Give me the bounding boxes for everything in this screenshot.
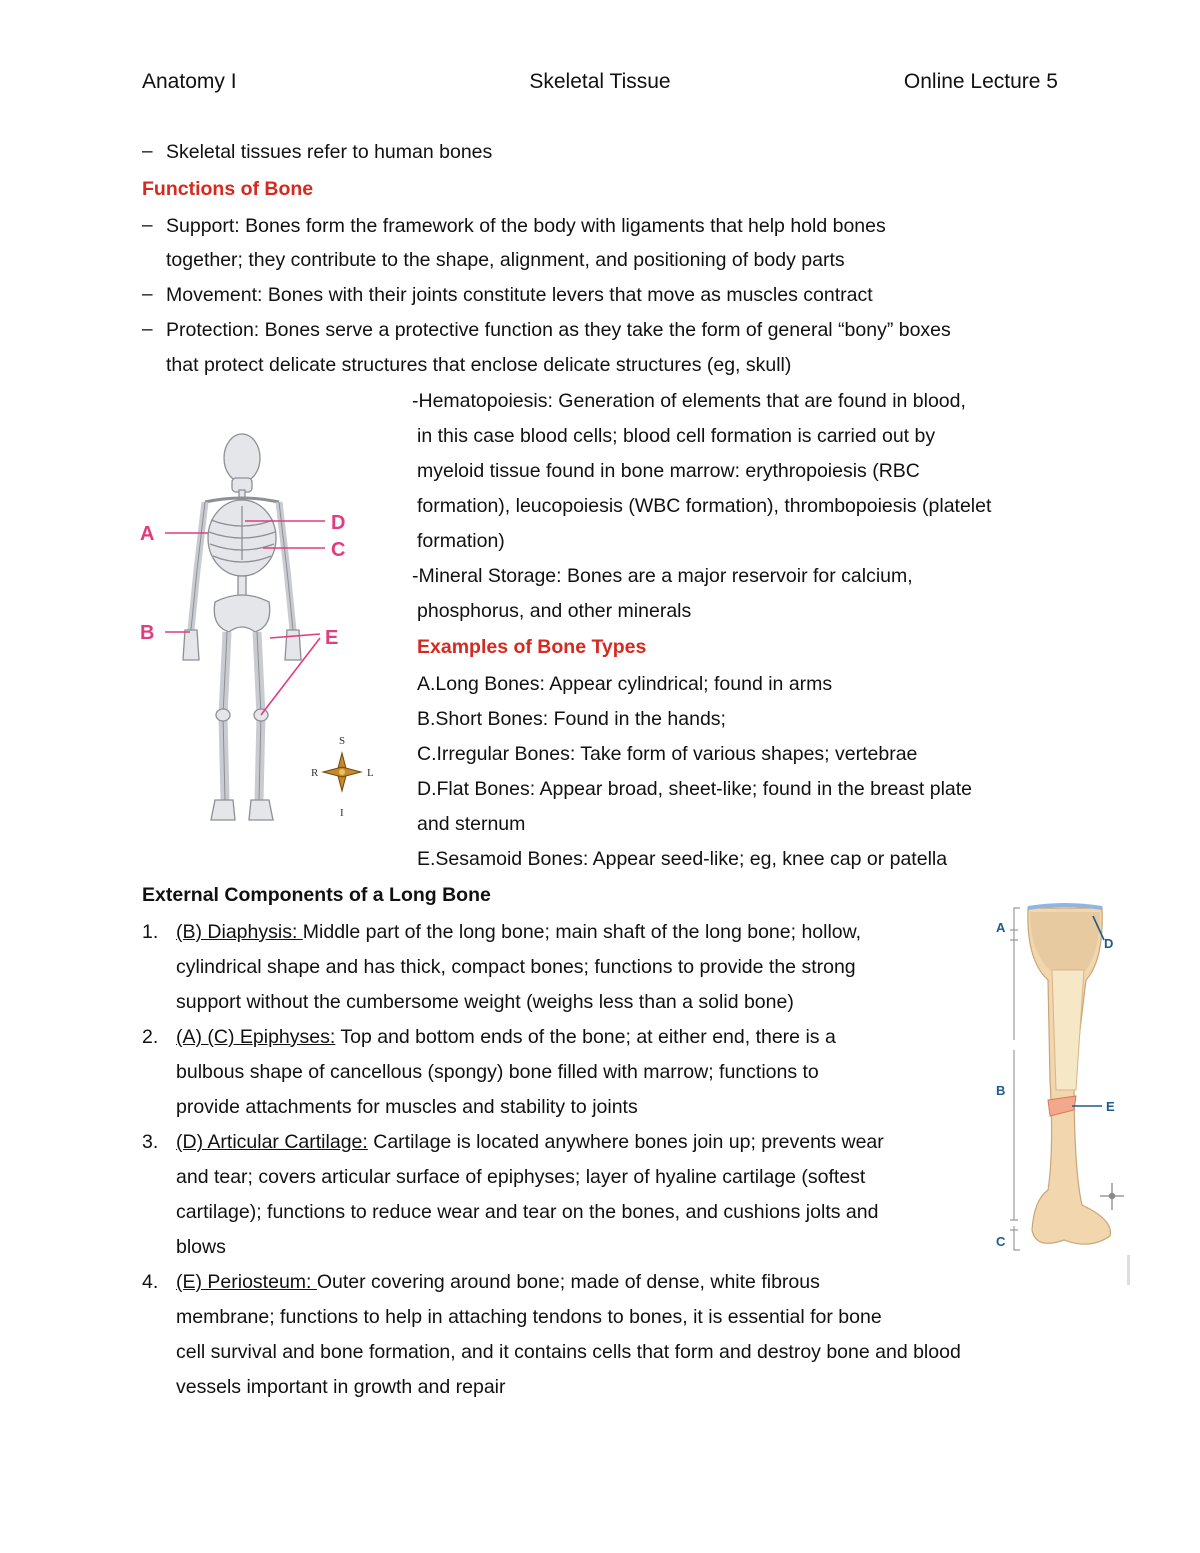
item-4-number: 4.	[142, 1271, 159, 1293]
hematopoiesis-line-2: in this case blood cells; blood cell formation is carried out by	[417, 425, 936, 447]
hematopoiesis-line-1: -Hematopoiesis: Generation of elements that are found in blood,	[412, 390, 966, 412]
item-1-line-3: support without the cumbersome weight (weighs less than a solid bone)	[176, 991, 794, 1013]
header-topic: Skeletal Tissue	[529, 70, 671, 93]
bone-type-c: C.Irregular Bones: Take form of various shapes; vertebrae	[417, 743, 918, 765]
bullet-dash: –	[142, 284, 153, 305]
item-4-line-4: vessels important in growth and repair	[176, 1376, 506, 1398]
item-3-term: (D) Articular Cartilage:	[176, 1131, 368, 1153]
bone-type-a: A.Long Bones: Appear cylindrical; found in arms	[417, 673, 833, 695]
hematopoiesis-line-3: myeloid tissue found in bone marrow: erythropoiesis (RBC	[417, 460, 920, 482]
item-4-line-2: membrane; functions to help in attaching tendons to bones, it is essential for bone	[176, 1306, 882, 1328]
bone-types-heading: Examples of Bone Types	[417, 636, 647, 658]
external-heading: External Components of a Long Bone	[142, 884, 491, 906]
item-1-text: Middle part of the long bone; main shaft of the long bone; hollow,	[302, 921, 862, 943]
long-bone-figure	[990, 900, 1135, 1295]
bullet-dash: –	[142, 215, 153, 236]
protection-line-1: Protection: Bones serve a protective function as they take the form of general “bony” boxes	[166, 319, 951, 341]
compass-l: L	[367, 767, 374, 779]
compass-s: S	[339, 735, 346, 747]
item-3-line-1	[176, 1130, 884, 1154]
hematopoiesis-line-5: formation)	[417, 530, 505, 552]
skeleton-label-a: A	[140, 523, 155, 545]
item-3-line-4: blows	[176, 1236, 226, 1258]
mineral-line-2: phosphorus, and other minerals	[417, 600, 692, 622]
mineral-line-1: -Mineral Storage: Bones are a major reservoir for calcium,	[412, 565, 913, 587]
hematopoiesis-line-4: formation), leucopoiesis (WBC formation), thrombopoiesis (platelet	[417, 495, 992, 517]
item-3-line-3: cartilage); functions to reduce wear and tear on the bones, and cushions jolts and	[176, 1201, 879, 1223]
item-2-text: Top and bottom ends of the bone; at either end, there is a	[335, 1026, 836, 1048]
support-line-1: Support: Bones form the framework of the body with ligaments that help hold bones	[166, 215, 886, 237]
support-line-2: together; they contribute to the shape, alignment, and positioning of body parts	[166, 249, 845, 271]
item-2-number: 2.	[142, 1026, 159, 1048]
header-lecture: Online Lecture 5	[903, 70, 1058, 93]
bone-type-d-2: and sternum	[417, 813, 526, 835]
item-4-line-1	[176, 1270, 820, 1294]
skeleton-label-b: B	[140, 622, 155, 644]
item-1-line-2: cylindrical shape and has thick, compact bones; functions to provide the strong	[176, 956, 856, 978]
protection-line-2: that protect delicate structures that enclose delicate structures (eg, skull)	[166, 354, 792, 376]
compass-rose-icon	[323, 753, 361, 791]
skeleton-label-c: C	[331, 539, 346, 561]
item-2-line-3: provide attachments for muscles and stability to joints	[176, 1096, 638, 1118]
orientation-cross-icon	[1100, 1183, 1124, 1210]
skull-shape	[224, 434, 260, 482]
skeleton-label-e: E	[325, 627, 339, 649]
item-4-text: Outer covering around bone; made of dense, white fibrous	[316, 1271, 820, 1293]
bone-label-c: C	[996, 1234, 1006, 1249]
item-1-line-1	[176, 920, 861, 944]
bone-label-a: A	[996, 920, 1006, 935]
skeleton-label-d: D	[331, 512, 346, 534]
header-course: Anatomy I	[142, 70, 237, 93]
movement-line: Movement: Bones with their joints constitute levers that move as muscles contract	[166, 284, 873, 306]
bone-label-e: E	[1106, 1099, 1115, 1114]
item-4-term: (E) Periosteum:	[176, 1271, 317, 1293]
functions-heading: Functions of Bone	[142, 178, 314, 200]
item-2-line-2: bulbous shape of cancellous (spongy) bone filled with marrow; functions to	[176, 1061, 819, 1083]
bone-bracket	[1014, 908, 1020, 1250]
bone-type-b: B.Short Bones: Found in the hands;	[417, 708, 726, 730]
item-2-line-1	[176, 1025, 836, 1049]
bullet-dash: –	[142, 319, 153, 340]
page-header	[142, 70, 1058, 100]
skeleton-figure	[135, 420, 395, 830]
item-3-line-2: and tear; covers articular surface of epiphyses; layer of hyaline cartilage (softest	[176, 1166, 866, 1188]
item-3-number: 3.	[142, 1131, 159, 1153]
compass-i: I	[340, 807, 344, 819]
bone-label-d: D	[1104, 936, 1114, 951]
item-4-line-3: cell survival and bone formation, and it contains cells that form and destroy bone and blood	[176, 1341, 961, 1363]
bullet-dash: –	[142, 141, 153, 162]
bone-label-b: B	[996, 1083, 1006, 1098]
item-2-term: (A) (C) Epiphyses:	[176, 1026, 336, 1048]
item-3-text: Cartilage is located anywhere bones join up; prevents wear	[367, 1131, 884, 1153]
intro-text: Skeletal tissues refer to human bones	[166, 141, 493, 163]
bone-type-e: E.Sesamoid Bones: Appear seed-like; eg, knee cap or patella	[417, 848, 948, 870]
compass-r: R	[311, 767, 319, 779]
item-1-term: (B) Diaphysis:	[176, 921, 303, 943]
bone-type-d-1: D.Flat Bones: Appear broad, sheet-like; found in the breast plate	[417, 778, 973, 800]
item-1-number: 1.	[142, 921, 159, 943]
